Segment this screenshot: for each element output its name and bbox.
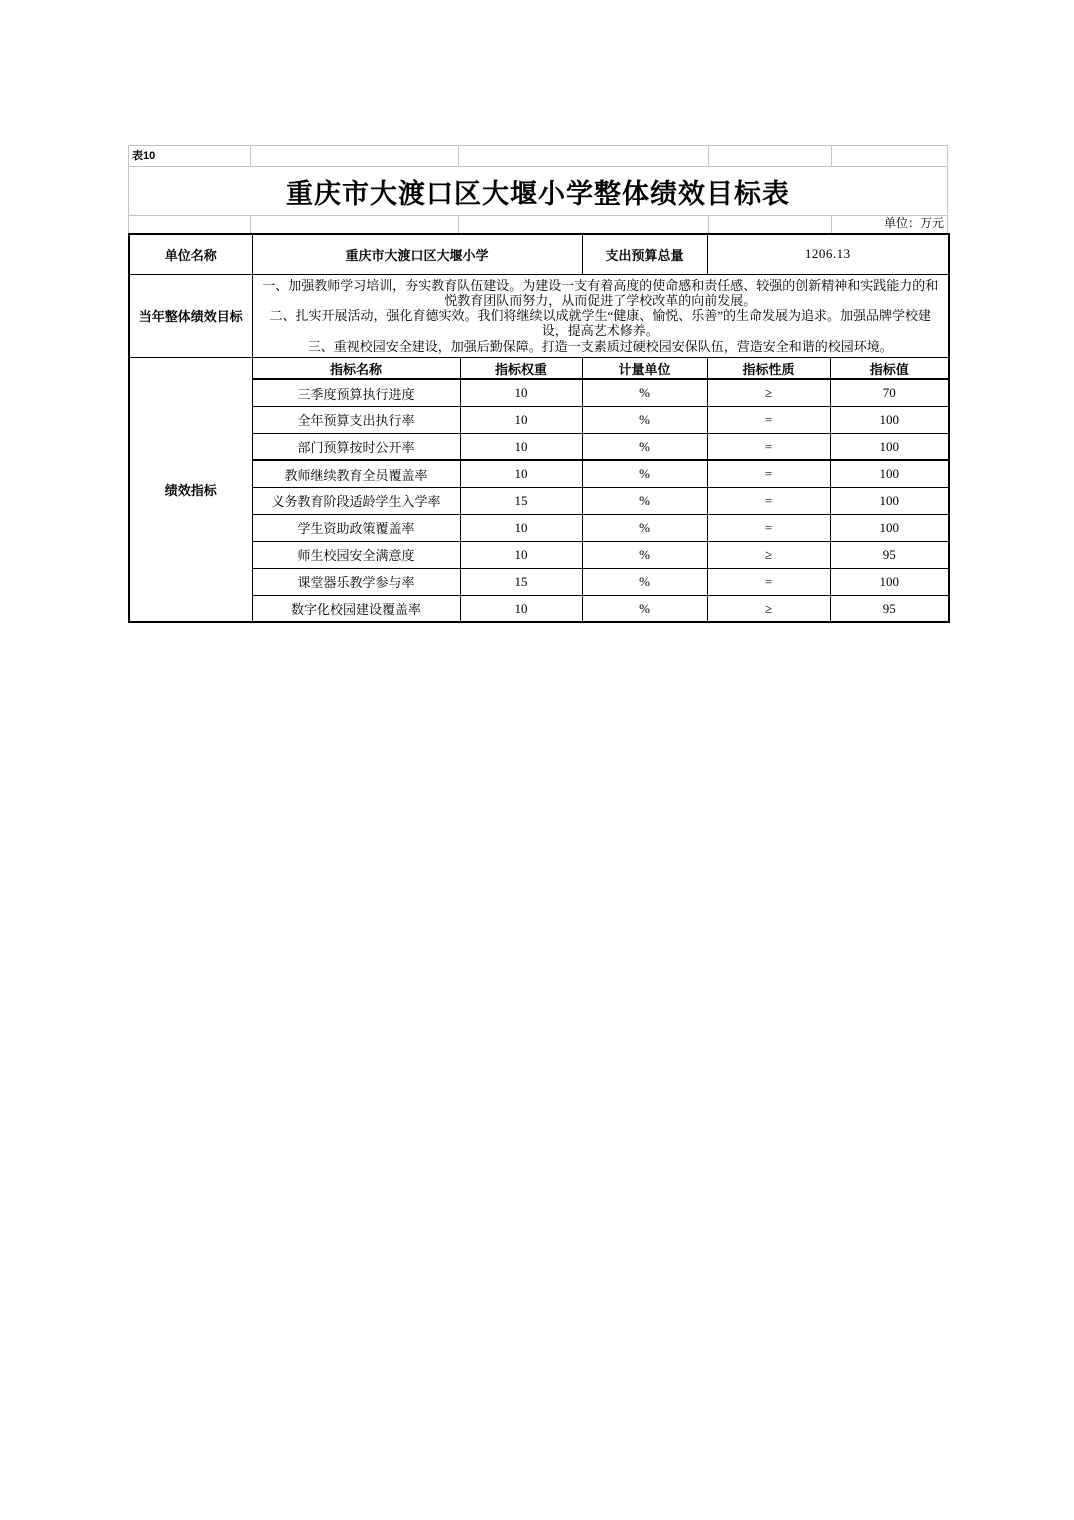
empty-cell <box>709 146 832 166</box>
indicator-name: 数字化校园建设覆盖率 <box>252 595 460 622</box>
header-measure-unit: 计量单位 <box>582 357 707 379</box>
indicator-unit: % <box>582 379 707 406</box>
indicator-weight: 15 <box>460 568 582 595</box>
indicator-weight: 10 <box>460 595 582 622</box>
indicator-nature: ≥ <box>707 595 830 622</box>
indicator-nature: = <box>707 460 830 487</box>
indicators-section-label: 绩效指标 <box>129 357 252 622</box>
sheet-top-section <box>128 145 948 233</box>
indicator-value: 100 <box>830 406 949 433</box>
annual-goal-line-2: 二、扎实开展活动，强化育德实效。我们将继续以成就学生“健康、愉悦、乐善”的生命发展为追求。加强品牌学校建设，提高艺术修养。 <box>269 308 932 339</box>
indicator-weight: 10 <box>460 541 582 568</box>
indicator-nature: = <box>707 514 830 541</box>
indicator-row <box>129 541 949 568</box>
empty-cell <box>251 146 459 166</box>
empty-cell <box>251 216 459 233</box>
empty-cell <box>459 146 709 166</box>
annual-goal-line-3: 三、重视校园安全建设，加强后勤保障。打造一支素质过硬校园安保队伍，营造安全和谐的校园环境。 <box>307 338 893 354</box>
indicator-value: 95 <box>830 595 949 622</box>
indicator-value: 100 <box>830 568 949 595</box>
indicator-value: 95 <box>830 541 949 568</box>
indicator-name: 师生校园安全满意度 <box>252 541 460 568</box>
unit-name-value: 重庆市大渡口区大堰小学 <box>252 234 582 274</box>
indicator-name: 全年预算支出执行率 <box>252 406 460 433</box>
indicator-row <box>129 460 949 487</box>
header-indicator-name: 指标名称 <box>252 357 460 379</box>
indicator-unit: % <box>582 487 707 514</box>
indicator-row <box>129 514 949 541</box>
unit-name-label: 单位名称 <box>129 234 252 274</box>
indicator-weight: 10 <box>460 460 582 487</box>
budget-total-value: 1206.13 <box>707 234 949 274</box>
indicator-weight: 10 <box>460 514 582 541</box>
indicator-row <box>129 568 949 595</box>
indicator-name: 部门预算按时公开率 <box>252 433 460 460</box>
annual-goal-label: 当年整体绩效目标 <box>129 274 252 357</box>
indicator-weight: 15 <box>460 487 582 514</box>
sheet-number-label: 表10 <box>129 146 251 166</box>
indicator-unit: % <box>582 568 707 595</box>
indicator-row <box>129 595 949 622</box>
indicator-name: 学生资助政策覆盖率 <box>252 514 460 541</box>
empty-cell <box>709 216 832 233</box>
indicator-value: 100 <box>830 460 949 487</box>
header-indicator-weight: 指标权重 <box>460 357 582 379</box>
indicator-unit: % <box>582 595 707 622</box>
header-indicator-nature: 指标性质 <box>707 357 830 379</box>
indicator-row <box>129 433 949 460</box>
indicator-weight: 10 <box>460 379 582 406</box>
unit-info-row <box>129 234 949 274</box>
budget-total-label: 支出预算总量 <box>582 234 707 274</box>
title-row <box>129 167 947 216</box>
unit-note-row <box>129 216 947 233</box>
indicator-weight: 10 <box>460 433 582 460</box>
indicator-row <box>129 379 949 406</box>
indicator-value: 100 <box>830 487 949 514</box>
header-indicator-value: 指标值 <box>830 357 949 379</box>
indicator-value: 100 <box>830 514 949 541</box>
page-title: 重庆市大渡口区大堰小学整体绩效目标表 <box>286 178 790 209</box>
annual-goal-text <box>252 274 949 357</box>
empty-cell <box>832 146 947 166</box>
indicator-unit: % <box>582 433 707 460</box>
unit-note: 单位：万元 <box>883 216 944 230</box>
annual-goal-line-1: 一、加强教师学习培训，夯实教育队伍建设。为建设一支有着高度的使命感和责任感、较强的创新精神和实践能力的和悦教育团队而努力，从而促进了学校改革的向前发展。 <box>262 277 939 308</box>
indicator-nature: ≥ <box>707 541 830 568</box>
indicator-unit: % <box>582 514 707 541</box>
indicator-name: 三季度预算执行进度 <box>252 379 460 406</box>
indicator-row <box>129 487 949 514</box>
sheet-label-row <box>129 146 947 167</box>
performance-target-sheet <box>128 145 948 623</box>
indicator-unit: % <box>582 460 707 487</box>
indicator-nature: = <box>707 487 830 514</box>
annual-goal-row <box>129 274 949 357</box>
indicator-row <box>129 406 949 433</box>
indicator-nature: = <box>707 433 830 460</box>
performance-table <box>128 233 950 623</box>
indicator-name: 课堂器乐教学参与率 <box>252 568 460 595</box>
indicator-unit: % <box>582 541 707 568</box>
indicator-nature: = <box>707 406 830 433</box>
empty-cell <box>129 216 251 233</box>
indicator-nature: = <box>707 568 830 595</box>
indicator-name: 教师继续教育全员覆盖率 <box>252 460 460 487</box>
empty-cell <box>459 216 709 233</box>
indicator-weight: 10 <box>460 406 582 433</box>
indicator-value: 70 <box>830 379 949 406</box>
indicator-value: 100 <box>830 433 949 460</box>
indicator-name: 义务教育阶段适龄学生入学率 <box>252 487 460 514</box>
indicator-nature: ≥ <box>707 379 830 406</box>
indicator-unit: % <box>582 406 707 433</box>
indicator-header-row <box>129 357 949 379</box>
